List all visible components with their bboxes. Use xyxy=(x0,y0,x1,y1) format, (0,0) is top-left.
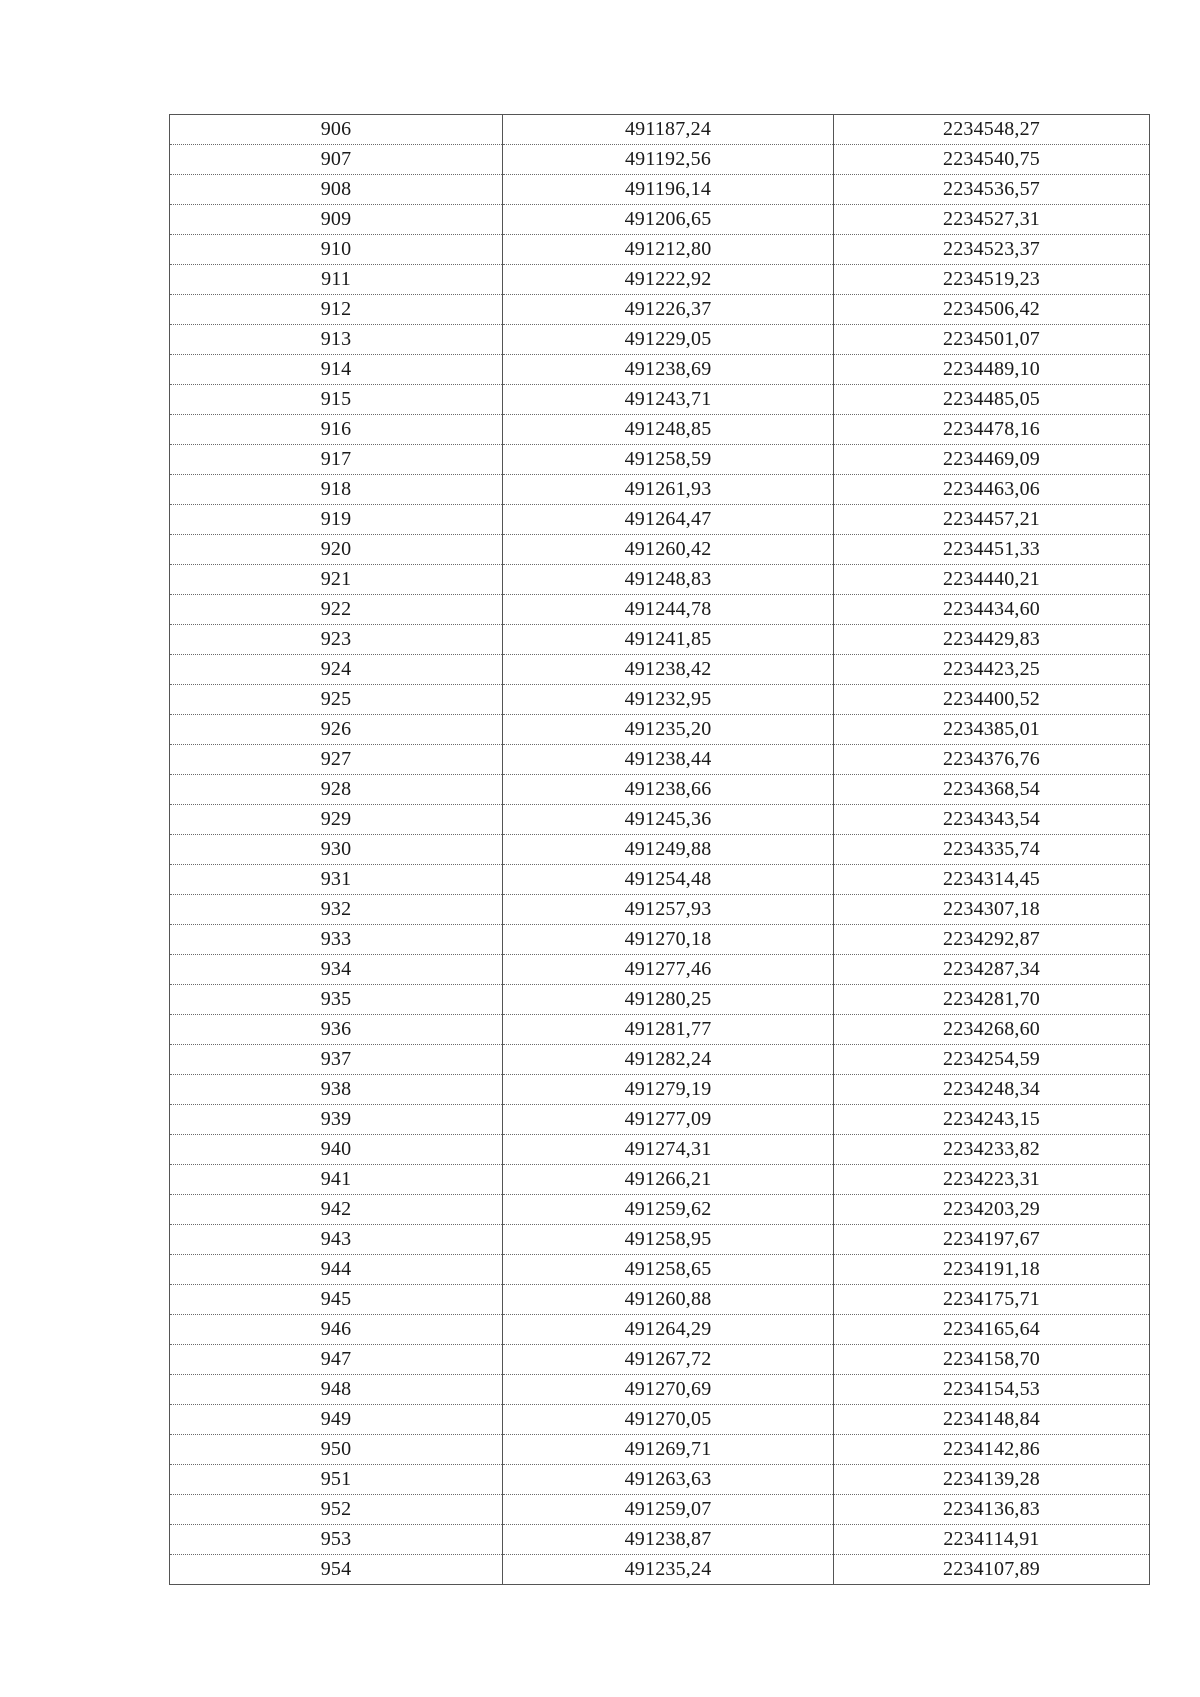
coordinates-table xyxy=(169,114,1150,1585)
point-number-cell: 953 xyxy=(170,1525,503,1555)
table-row xyxy=(170,475,1150,505)
x-coordinate-cell: 491282,24 xyxy=(503,1045,834,1075)
table-row xyxy=(170,205,1150,235)
point-number-cell: 916 xyxy=(170,415,503,445)
table-row xyxy=(170,1015,1150,1045)
x-coordinate-cell: 491261,93 xyxy=(503,475,834,505)
table-row xyxy=(170,1555,1150,1585)
point-number-cell: 921 xyxy=(170,565,503,595)
table-row xyxy=(170,1225,1150,1255)
y-coordinate-cell: 2234376,76 xyxy=(834,745,1150,775)
point-number-cell: 946 xyxy=(170,1315,503,1345)
point-number-cell: 951 xyxy=(170,1465,503,1495)
y-coordinate-cell: 2234536,57 xyxy=(834,175,1150,205)
y-coordinate-cell: 2234519,23 xyxy=(834,265,1150,295)
y-coordinate-cell: 2234434,60 xyxy=(834,595,1150,625)
point-number-cell: 922 xyxy=(170,595,503,625)
y-coordinate-cell: 2234175,71 xyxy=(834,1285,1150,1315)
table-row xyxy=(170,115,1150,145)
x-coordinate-cell: 491270,69 xyxy=(503,1375,834,1405)
y-coordinate-cell: 2234548,27 xyxy=(834,115,1150,145)
table-row xyxy=(170,1255,1150,1285)
table-row xyxy=(170,1465,1150,1495)
x-coordinate-cell: 491269,71 xyxy=(503,1435,834,1465)
y-coordinate-cell: 2234139,28 xyxy=(834,1465,1150,1495)
x-coordinate-cell: 491259,62 xyxy=(503,1195,834,1225)
point-number-cell: 931 xyxy=(170,865,503,895)
table-row xyxy=(170,445,1150,475)
x-coordinate-cell: 491264,29 xyxy=(503,1315,834,1345)
point-number-cell: 919 xyxy=(170,505,503,535)
x-coordinate-cell: 491249,88 xyxy=(503,835,834,865)
y-coordinate-cell: 2234506,42 xyxy=(834,295,1150,325)
x-coordinate-cell: 491263,63 xyxy=(503,1465,834,1495)
y-coordinate-cell: 2234197,67 xyxy=(834,1225,1150,1255)
y-coordinate-cell: 2234523,37 xyxy=(834,235,1150,265)
x-coordinate-cell: 491254,48 xyxy=(503,865,834,895)
x-coordinate-cell: 491277,09 xyxy=(503,1105,834,1135)
table-row xyxy=(170,925,1150,955)
x-coordinate-cell: 491266,21 xyxy=(503,1165,834,1195)
table-row xyxy=(170,355,1150,385)
point-number-cell: 927 xyxy=(170,745,503,775)
point-number-cell: 952 xyxy=(170,1495,503,1525)
table-row xyxy=(170,715,1150,745)
x-coordinate-cell: 491245,36 xyxy=(503,805,834,835)
table-row xyxy=(170,985,1150,1015)
x-coordinate-cell: 491280,25 xyxy=(503,985,834,1015)
point-number-cell: 928 xyxy=(170,775,503,805)
y-coordinate-cell: 2234440,21 xyxy=(834,565,1150,595)
point-number-cell: 932 xyxy=(170,895,503,925)
table-row xyxy=(170,1495,1150,1525)
coordinates-table-container xyxy=(169,114,1149,1585)
table-row xyxy=(170,265,1150,295)
table-row xyxy=(170,1195,1150,1225)
coordinates-table-body xyxy=(170,115,1150,1585)
point-number-cell: 925 xyxy=(170,685,503,715)
y-coordinate-cell: 2234268,60 xyxy=(834,1015,1150,1045)
x-coordinate-cell: 491229,05 xyxy=(503,325,834,355)
point-number-cell: 940 xyxy=(170,1135,503,1165)
x-coordinate-cell: 491238,87 xyxy=(503,1525,834,1555)
y-coordinate-cell: 2234107,89 xyxy=(834,1555,1150,1585)
y-coordinate-cell: 2234148,84 xyxy=(834,1405,1150,1435)
table-row xyxy=(170,1075,1150,1105)
point-number-cell: 950 xyxy=(170,1435,503,1465)
x-coordinate-cell: 491267,72 xyxy=(503,1345,834,1375)
y-coordinate-cell: 2234485,05 xyxy=(834,385,1150,415)
y-coordinate-cell: 2234281,70 xyxy=(834,985,1150,1015)
y-coordinate-cell: 2234191,18 xyxy=(834,1255,1150,1285)
y-coordinate-cell: 2234287,34 xyxy=(834,955,1150,985)
y-coordinate-cell: 2234314,45 xyxy=(834,865,1150,895)
x-coordinate-cell: 491206,65 xyxy=(503,205,834,235)
point-number-cell: 935 xyxy=(170,985,503,1015)
table-row xyxy=(170,1405,1150,1435)
table-row xyxy=(170,235,1150,265)
y-coordinate-cell: 2234429,83 xyxy=(834,625,1150,655)
point-number-cell: 917 xyxy=(170,445,503,475)
point-number-cell: 923 xyxy=(170,625,503,655)
y-coordinate-cell: 2234527,31 xyxy=(834,205,1150,235)
y-coordinate-cell: 2234203,29 xyxy=(834,1195,1150,1225)
table-row xyxy=(170,775,1150,805)
x-coordinate-cell: 491260,88 xyxy=(503,1285,834,1315)
x-coordinate-cell: 491235,20 xyxy=(503,715,834,745)
y-coordinate-cell: 2234469,09 xyxy=(834,445,1150,475)
x-coordinate-cell: 491196,14 xyxy=(503,175,834,205)
table-row xyxy=(170,625,1150,655)
point-number-cell: 941 xyxy=(170,1165,503,1195)
x-coordinate-cell: 491270,05 xyxy=(503,1405,834,1435)
table-row xyxy=(170,1105,1150,1135)
point-number-cell: 933 xyxy=(170,925,503,955)
y-coordinate-cell: 2234223,31 xyxy=(834,1165,1150,1195)
table-row xyxy=(170,1045,1150,1075)
x-coordinate-cell: 491259,07 xyxy=(503,1495,834,1525)
point-number-cell: 915 xyxy=(170,385,503,415)
y-coordinate-cell: 2234400,52 xyxy=(834,685,1150,715)
x-coordinate-cell: 491248,83 xyxy=(503,565,834,595)
y-coordinate-cell: 2234343,54 xyxy=(834,805,1150,835)
point-number-cell: 906 xyxy=(170,115,503,145)
x-coordinate-cell: 491222,92 xyxy=(503,265,834,295)
y-coordinate-cell: 2234142,86 xyxy=(834,1435,1150,1465)
point-number-cell: 938 xyxy=(170,1075,503,1105)
point-number-cell: 920 xyxy=(170,535,503,565)
table-row xyxy=(170,385,1150,415)
y-coordinate-cell: 2234136,83 xyxy=(834,1495,1150,1525)
x-coordinate-cell: 491187,24 xyxy=(503,115,834,145)
x-coordinate-cell: 491257,93 xyxy=(503,895,834,925)
point-number-cell: 924 xyxy=(170,655,503,685)
table-row xyxy=(170,805,1150,835)
x-coordinate-cell: 491238,42 xyxy=(503,655,834,685)
table-row xyxy=(170,685,1150,715)
x-coordinate-cell: 491243,71 xyxy=(503,385,834,415)
point-number-cell: 943 xyxy=(170,1225,503,1255)
table-row xyxy=(170,1435,1150,1465)
point-number-cell: 948 xyxy=(170,1375,503,1405)
table-row xyxy=(170,1315,1150,1345)
table-row xyxy=(170,745,1150,775)
table-row xyxy=(170,565,1150,595)
point-number-cell: 944 xyxy=(170,1255,503,1285)
point-number-cell: 949 xyxy=(170,1405,503,1435)
point-number-cell: 947 xyxy=(170,1345,503,1375)
table-row xyxy=(170,835,1150,865)
table-row xyxy=(170,145,1150,175)
x-coordinate-cell: 491258,95 xyxy=(503,1225,834,1255)
point-number-cell: 954 xyxy=(170,1555,503,1585)
table-row xyxy=(170,535,1150,565)
table-row xyxy=(170,1165,1150,1195)
x-coordinate-cell: 491238,69 xyxy=(503,355,834,385)
table-row xyxy=(170,1525,1150,1555)
y-coordinate-cell: 2234233,82 xyxy=(834,1135,1150,1165)
y-coordinate-cell: 2234463,06 xyxy=(834,475,1150,505)
x-coordinate-cell: 491238,66 xyxy=(503,775,834,805)
x-coordinate-cell: 491258,65 xyxy=(503,1255,834,1285)
point-number-cell: 939 xyxy=(170,1105,503,1135)
point-number-cell: 908 xyxy=(170,175,503,205)
point-number-cell: 930 xyxy=(170,835,503,865)
x-coordinate-cell: 491241,85 xyxy=(503,625,834,655)
point-number-cell: 934 xyxy=(170,955,503,985)
table-row xyxy=(170,175,1150,205)
table-row xyxy=(170,655,1150,685)
y-coordinate-cell: 2234335,74 xyxy=(834,835,1150,865)
y-coordinate-cell: 2234154,53 xyxy=(834,1375,1150,1405)
x-coordinate-cell: 491274,31 xyxy=(503,1135,834,1165)
point-number-cell: 942 xyxy=(170,1195,503,1225)
x-coordinate-cell: 491260,42 xyxy=(503,535,834,565)
point-number-cell: 914 xyxy=(170,355,503,385)
table-row xyxy=(170,895,1150,925)
table-row xyxy=(170,955,1150,985)
x-coordinate-cell: 491192,56 xyxy=(503,145,834,175)
table-row xyxy=(170,325,1150,355)
x-coordinate-cell: 491238,44 xyxy=(503,745,834,775)
table-row xyxy=(170,415,1150,445)
x-coordinate-cell: 491226,37 xyxy=(503,295,834,325)
y-coordinate-cell: 2234451,33 xyxy=(834,535,1150,565)
x-coordinate-cell: 491248,85 xyxy=(503,415,834,445)
x-coordinate-cell: 491277,46 xyxy=(503,955,834,985)
table-row xyxy=(170,865,1150,895)
y-coordinate-cell: 2234254,59 xyxy=(834,1045,1150,1075)
point-number-cell: 937 xyxy=(170,1045,503,1075)
y-coordinate-cell: 2234368,54 xyxy=(834,775,1150,805)
point-number-cell: 926 xyxy=(170,715,503,745)
y-coordinate-cell: 2234165,64 xyxy=(834,1315,1150,1345)
y-coordinate-cell: 2234385,01 xyxy=(834,715,1150,745)
x-coordinate-cell: 491244,78 xyxy=(503,595,834,625)
x-coordinate-cell: 491264,47 xyxy=(503,505,834,535)
y-coordinate-cell: 2234501,07 xyxy=(834,325,1150,355)
x-coordinate-cell: 491235,24 xyxy=(503,1555,834,1585)
y-coordinate-cell: 2234248,34 xyxy=(834,1075,1150,1105)
y-coordinate-cell: 2234158,70 xyxy=(834,1345,1150,1375)
y-coordinate-cell: 2234292,87 xyxy=(834,925,1150,955)
x-coordinate-cell: 491212,80 xyxy=(503,235,834,265)
table-row xyxy=(170,505,1150,535)
table-row xyxy=(170,1135,1150,1165)
point-number-cell: 912 xyxy=(170,295,503,325)
point-number-cell: 929 xyxy=(170,805,503,835)
table-row xyxy=(170,595,1150,625)
point-number-cell: 936 xyxy=(170,1015,503,1045)
y-coordinate-cell: 2234489,10 xyxy=(834,355,1150,385)
y-coordinate-cell: 2234457,21 xyxy=(834,505,1150,535)
point-number-cell: 913 xyxy=(170,325,503,355)
x-coordinate-cell: 491232,95 xyxy=(503,685,834,715)
y-coordinate-cell: 2234243,15 xyxy=(834,1105,1150,1135)
point-number-cell: 918 xyxy=(170,475,503,505)
table-row xyxy=(170,1345,1150,1375)
point-number-cell: 909 xyxy=(170,205,503,235)
table-row xyxy=(170,1285,1150,1315)
y-coordinate-cell: 2234478,16 xyxy=(834,415,1150,445)
x-coordinate-cell: 491279,19 xyxy=(503,1075,834,1105)
y-coordinate-cell: 2234423,25 xyxy=(834,655,1150,685)
y-coordinate-cell: 2234540,75 xyxy=(834,145,1150,175)
point-number-cell: 907 xyxy=(170,145,503,175)
point-number-cell: 910 xyxy=(170,235,503,265)
y-coordinate-cell: 2234307,18 xyxy=(834,895,1150,925)
table-row xyxy=(170,1375,1150,1405)
x-coordinate-cell: 491281,77 xyxy=(503,1015,834,1045)
point-number-cell: 945 xyxy=(170,1285,503,1315)
point-number-cell: 911 xyxy=(170,265,503,295)
y-coordinate-cell: 2234114,91 xyxy=(834,1525,1150,1555)
x-coordinate-cell: 491270,18 xyxy=(503,925,834,955)
x-coordinate-cell: 491258,59 xyxy=(503,445,834,475)
table-row xyxy=(170,295,1150,325)
